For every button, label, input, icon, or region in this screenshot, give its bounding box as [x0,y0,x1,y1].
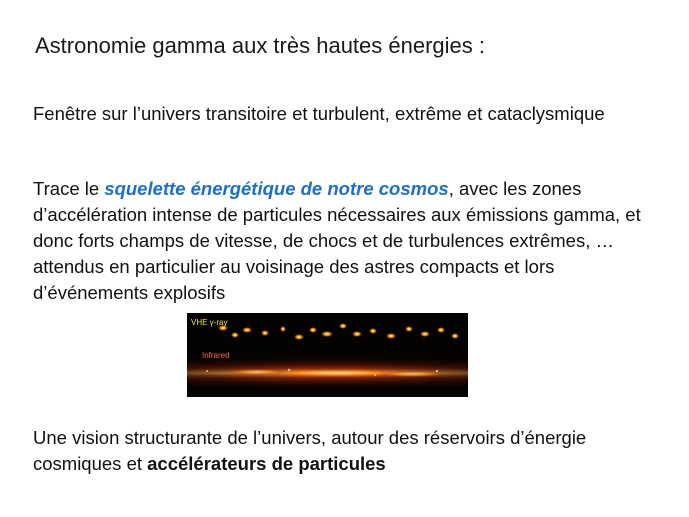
vhe-gamma-ray-label: VHE γ-ray [191,318,228,327]
slide-title: Astronomie gamma aux très hautes énergies : [35,33,486,58]
galactic-plane-image [187,313,468,397]
paragraph-structuring-vision [33,425,663,477]
paragraph-2-suffix: , avec les zones d’accélération intense de particules nécessaires aux émissions gamma, et donc forts champs de vitesse, de chocs et de turbulences extrêmes, … attendus en particulier au voisinage des astres compacts et lors d’événements explosifs [33,178,641,303]
paragraph-transient-universe [33,101,663,127]
paragraph-3-prefix: Une vision structurante de l’univers, autour des réservoirs d’énergie cosmiques et [33,427,587,474]
infrared-label: Infrared [202,351,230,360]
paragraph-2-prefix: Trace le [33,178,105,199]
paragraph-energy-skeleton [33,176,663,306]
bold-particle-accelerators: accélérateurs de particules [147,453,386,474]
highlight-energy-skeleton: squelette énergétique de notre cosmos [104,178,449,199]
paragraph-1-text: Fenêtre sur l’univers transitoire et turbulent, extrême et cataclysmique [33,103,605,124]
